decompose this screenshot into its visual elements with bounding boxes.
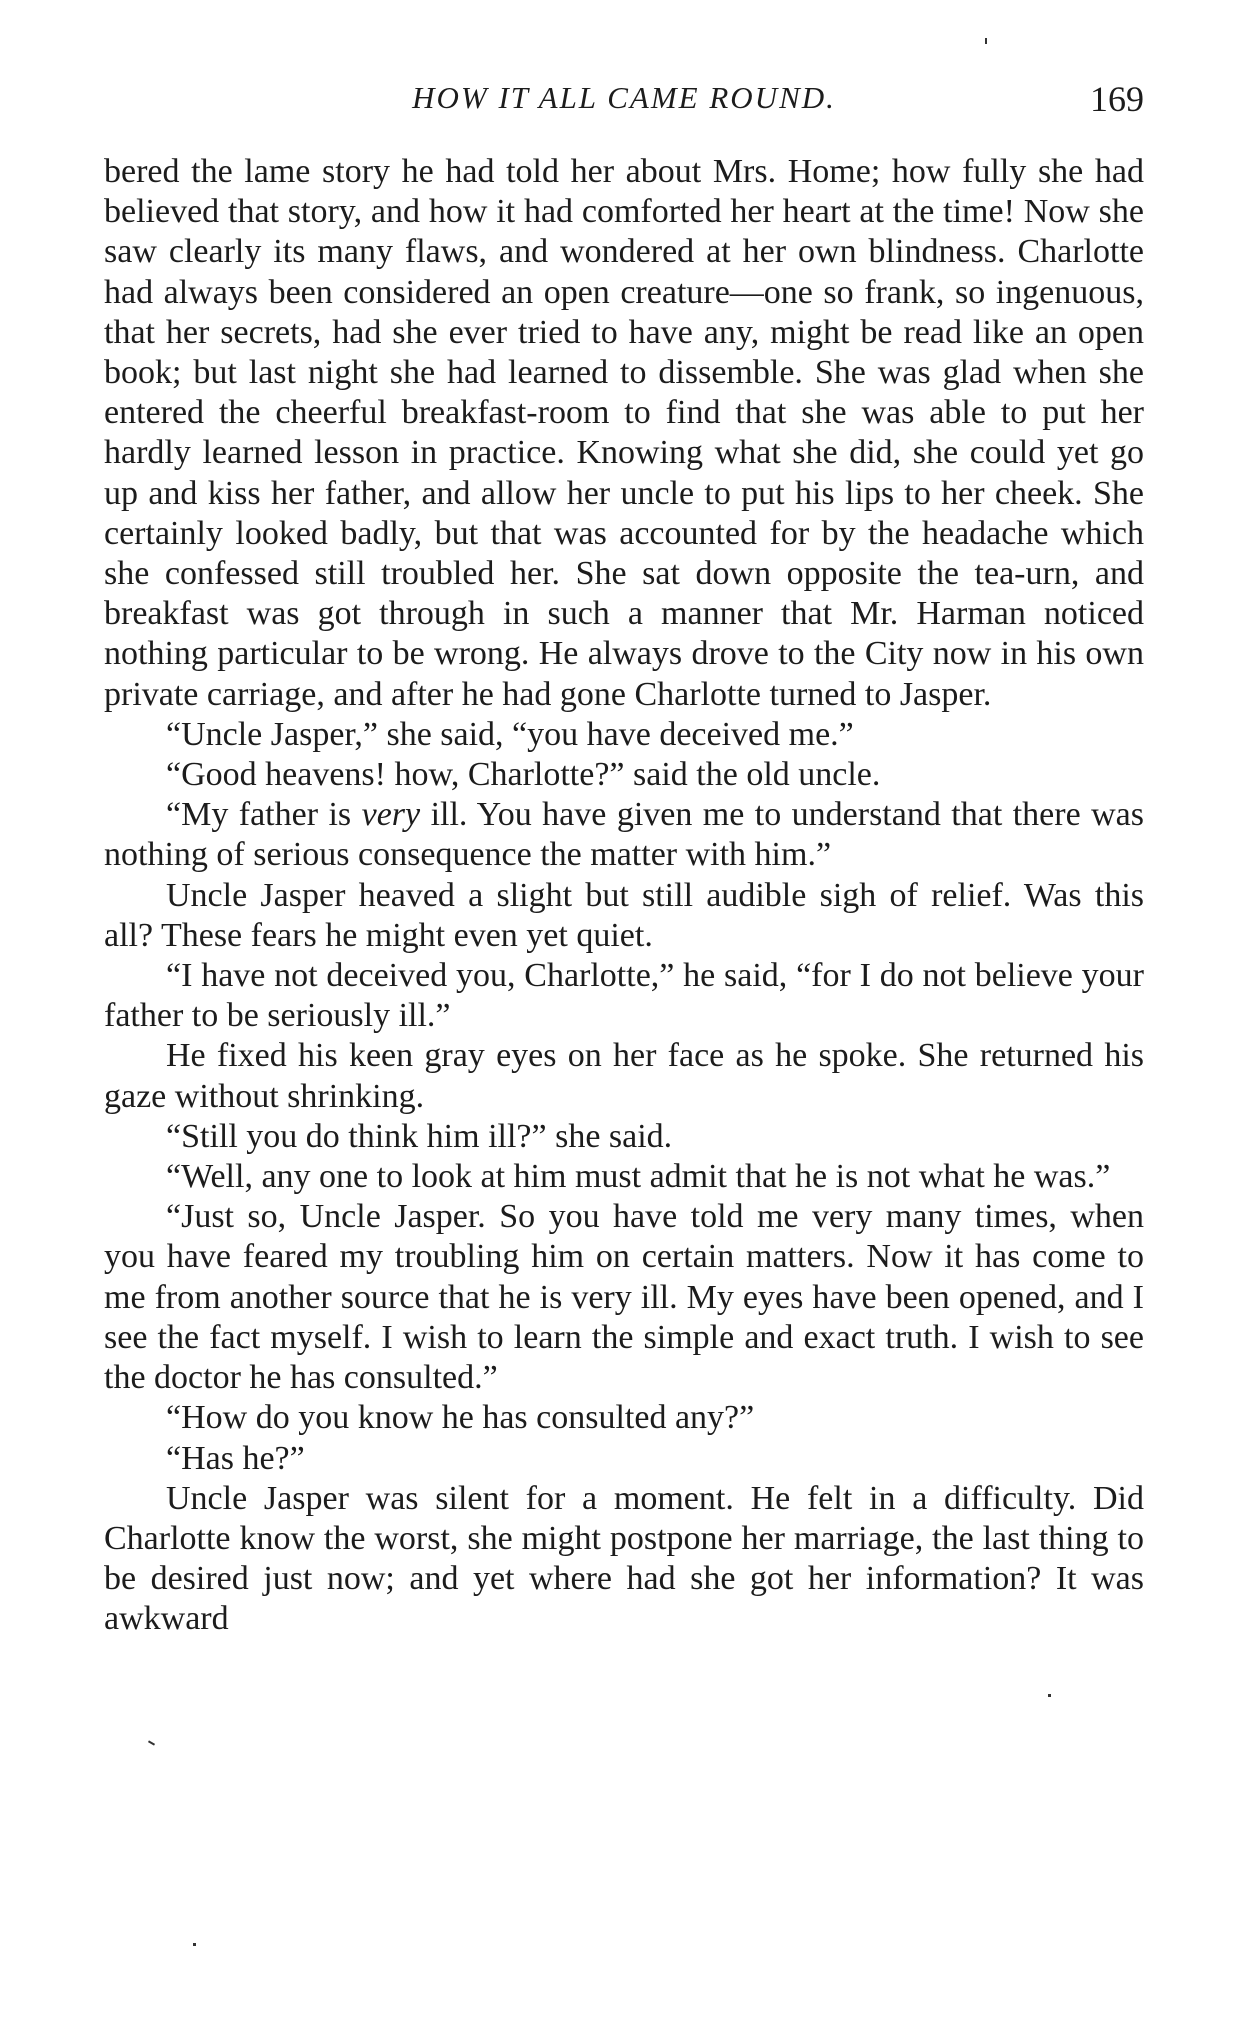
text-run: “Well, any one to look at him must admit that he is not what he was.” (166, 1158, 1111, 1196)
text-run: Uncle Jasper was silent for a moment. He felt in a difficulty. Did Charlotte know the worst, she might postpone her marriage, the last thing to be desired just now; and yet where had she got her information? It was awkward (104, 1479, 1144, 1638)
paragraph (104, 1117, 1144, 1157)
emphasis-text: very (361, 796, 421, 834)
running-title: HOW IT ALL CAME ROUND. (412, 80, 836, 115)
paragraph (104, 715, 1144, 755)
print-speck (193, 1943, 196, 1946)
text-run: ill. You have given me to understand that there was nothing of serious consequence the matter with him.” (104, 796, 1144, 874)
print-speck (985, 38, 987, 44)
print-speck (148, 1740, 155, 1745)
paragraph (104, 1036, 1144, 1116)
print-speck (1048, 1694, 1051, 1697)
text-run: He fixed his keen gray eyes on her face as he spoke. She returned his gaze without shrinking. (104, 1037, 1144, 1115)
text-run: “I have not deceived you, Charlotte,” he said, “for I do not believe your father to be seriously ill.” (104, 957, 1144, 1035)
body-text (104, 152, 1144, 1640)
paragraph (104, 1479, 1144, 1640)
text-run: “Good heavens! how, Charlotte?” said the old uncle. (166, 756, 881, 794)
paragraph (104, 1398, 1144, 1438)
paragraph (104, 755, 1144, 795)
paragraph (104, 876, 1144, 956)
paragraph (104, 1439, 1144, 1479)
text-run: bered the lame story he had told her about Mrs. Home; how fully she had believed that story, and how it had comforted her heart at the time! Now she saw clearly its many flaws, and wondered at her own blindness. Charlotte had always been considered an open creature—one so frank, so ingenuous, that her secrets, had she ever tried to have any, might be read like an open book; but last night she had learned to dissemble. She was glad when she entered the cheerful breakfast-room to find that she was able to put her hardly learned lesson in practice. Knowing what she did, she could yet go up and kiss her father, and allow her uncle to put his lips to her cheek. She certainly looked badly, but that was accounted for by the headache which she confessed still troubled her. She sat down opposite the tea-urn, and breakfast was got through in such a manner that Mr. Harman noticed nothing particular to be wrong. He always drove to the City now in his own private carriage, and after he had gone Charlotte turned to Jasper. (104, 153, 1144, 713)
text-run: “My father is (166, 796, 362, 834)
paragraph (104, 152, 1144, 715)
paragraph (104, 1157, 1144, 1197)
page-number: 169 (1090, 79, 1144, 119)
page-header (104, 72, 1144, 122)
text-run: “How do you know he has consulted any?” (166, 1399, 755, 1437)
text-run: “Just so, Uncle Jasper. So you have told me very many times, when you have feared my troubling him on certain matters. Now it has come to me from another source that he is very ill. My eyes have been opened, and I see the fact myself. I wish to learn the simple and exact truth. I wish to see the doctor he has consulted.” (104, 1198, 1144, 1397)
text-run: “Uncle Jasper,” she said, “you have deceived me.” (166, 715, 854, 753)
text-run: Uncle Jasper heaved a slight but still audible sigh of relief. Was this all? These fears he might even yet quiet. (104, 876, 1144, 954)
paragraph (104, 1197, 1144, 1398)
paragraph (104, 956, 1144, 1036)
paragraph (104, 795, 1144, 875)
text-run: “Still you do think him ill?” she said. (166, 1117, 673, 1155)
text-run: “Has he?” (166, 1439, 305, 1477)
